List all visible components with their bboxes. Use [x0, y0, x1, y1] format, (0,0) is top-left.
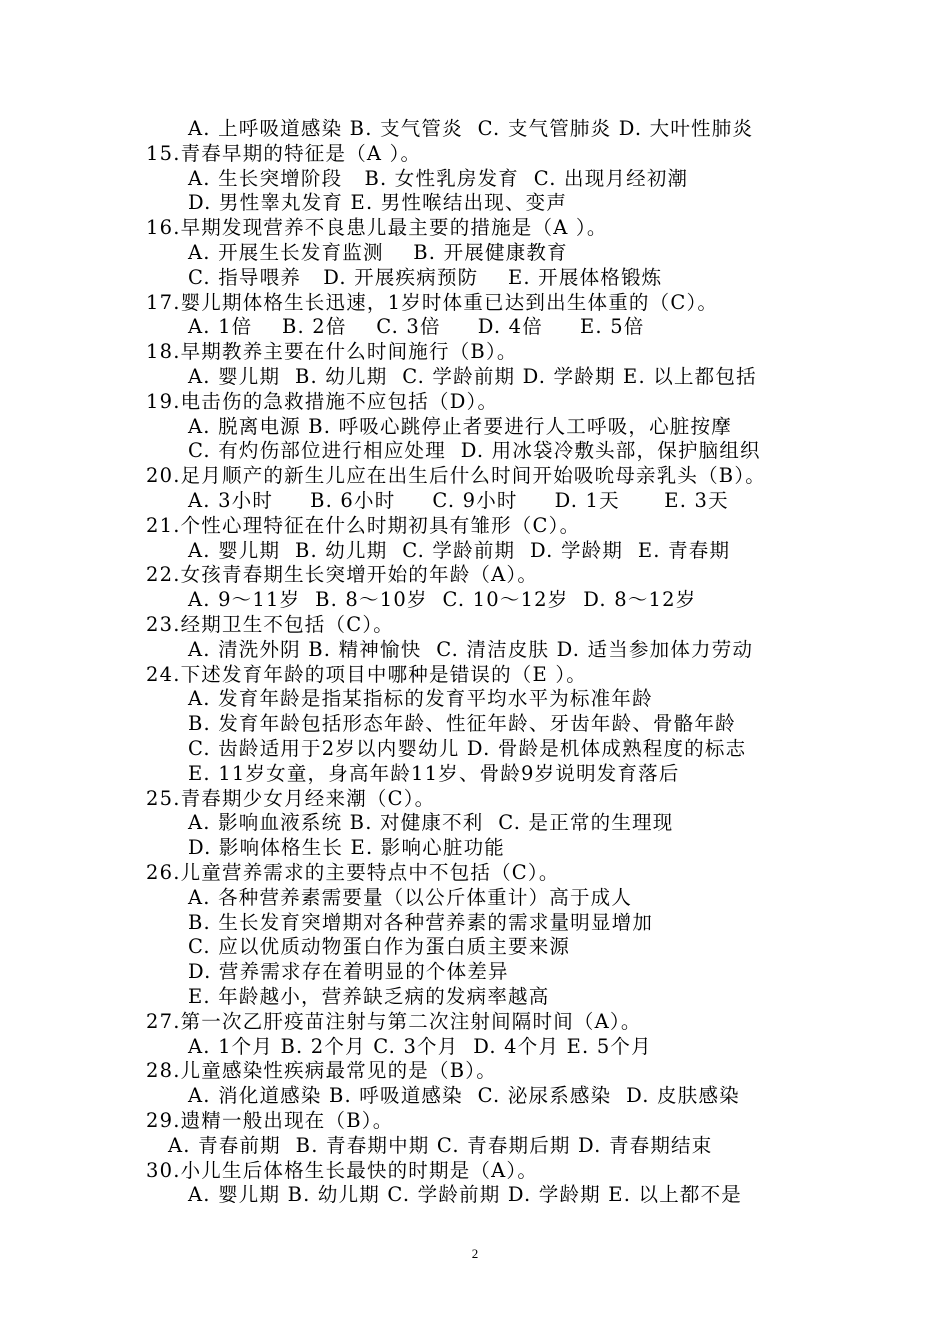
option-line: A. 婴儿期 B. 幼儿期 C. 学龄前期 D. 学龄期 E. 青春期 — [188, 538, 731, 562]
question-line: 20.足月顺产的新生儿应在出生后什么时间开始吸吮母亲乳头（B）。 — [146, 464, 766, 488]
option-line: C. 应以优质动物蛋白作为蛋白质主要来源 — [188, 935, 571, 959]
question-line: 15.青春早期的特征是（A ）。 — [146, 141, 422, 165]
question-line: 27.第一次乙肝疫苗注射与第二次注射间隔时间（A）。 — [146, 1009, 642, 1033]
question-line: 24.下述发育年龄的项目中哪种是错误的（E ）。 — [146, 662, 587, 686]
option-line: A. 3小时 B. 6小时 C. 9小时 D. 1天 E. 3天 — [188, 489, 729, 512]
question-line: 18.早期教养主要在什么时间施行（B）。 — [146, 340, 518, 364]
option-line: B. 生长发育突增期对各种营养素的需求量明显增加 — [188, 910, 654, 934]
question-line: 17.婴儿期体格生长迅速，1岁时体重已达到出生体重的（C）。 — [146, 290, 719, 314]
option-line: C. 齿龄适用于2岁以内婴幼儿 D. 骨龄是机体成熟程度的标志 — [188, 737, 747, 760]
option-line: D. 影响体格生长 E. 影响心脏功能 — [188, 836, 505, 860]
option-line: A. 消化道感染 B. 呼吸道感染 C. 泌尿系感染 D. 皮肤感染 — [188, 1084, 740, 1108]
option-line: A. 1倍 B. 2倍 C. 3倍 D. 4倍 E. 5倍 — [188, 315, 645, 339]
question-line: 19.电击伤的急救措施不应包括（D）。 — [146, 389, 499, 413]
option-line: E. 11岁女童，身高年龄11岁、骨龄9岁说明发育落后 — [188, 761, 680, 785]
question-line: 28.儿童感染性疾病最常见的是（B）。 — [146, 1059, 497, 1083]
option-line: A. 发育年龄是指某指标的发育平均水平为标准年龄 — [188, 687, 653, 711]
option-line: A. 9～11岁 B. 8～10岁 C. 10～12岁 D. 8～12岁 — [188, 588, 697, 612]
option-line: C. 有灼伤部位进行相应处理 D. 用冰袋冷敷头部，保护脑组织 — [188, 439, 761, 463]
option-line: E. 年龄越小，营养缺乏病的发病率越高 — [188, 985, 550, 1008]
question-line: 22.女孩青春期生长突增开始的年龄（A）。 — [146, 563, 539, 587]
option-line: A. 上呼吸道感染 B. 支气管炎 C. 支气管肺炎 D. 大叶性肺炎 — [188, 117, 754, 140]
option-line: A. 婴儿期 B. 幼儿期 C. 学龄前期 D. 学龄期 E. 以上都不是 — [188, 1183, 742, 1207]
option-line: D. 男性睾丸发育 E. 男性喉结出现、变声 — [188, 191, 568, 215]
question-line: 26.儿童营养需求的主要特点中不包括（C）。 — [146, 861, 560, 884]
page-number: 2 — [471, 1246, 479, 1261]
question-line: 29.遗精一般出现在（B）。 — [146, 1109, 394, 1132]
option-line: A. 影响血液系统 B. 对健康不利 C. 是正常的生理现 — [188, 811, 674, 835]
option-line: D. 营养需求存在着明显的个体差异 — [188, 960, 509, 984]
question-line: 30.小儿生后体格生长最快的时期是（A）。 — [146, 1158, 539, 1182]
question-line: 25.青春期少女月经来潮（C）。 — [146, 786, 436, 810]
option-line: A. 1个月 B. 2个月 C. 3个月 D. 4个月 E. 5个月 — [188, 1034, 652, 1058]
option-line: A. 生长突增阶段 B. 女性乳房发育 C. 出现月经初潮 — [188, 166, 689, 190]
question-line: 23.经期卫生不包括（C）。 — [146, 613, 394, 636]
option-line: A. 脱离电源 B. 呼吸心跳停止者要进行人工呼吸，心脏按摩 — [188, 414, 732, 438]
option-line: C. 指导喂养 D. 开展疾病预防 E. 开展体格锻炼 — [188, 265, 663, 289]
option-line: A. 清洗外阴 B. 精神愉快 C. 清洁皮肤 D. 适当参加体力劳动 — [188, 637, 754, 661]
option-line: A. 青春前期 B. 青春期中期 C. 青春期后期 D. 青春期结束 — [168, 1133, 713, 1157]
option-line: A. 开展生长发育监测 B. 开展健康教育 — [188, 241, 568, 264]
option-line: A. 婴儿期 B. 幼儿期 C. 学龄前期 D. 学龄期 E. 以上都包括 — [188, 365, 757, 388]
option-line: B. 发育年龄包括形态年龄、性征年龄、牙齿年龄、骨骼年龄 — [188, 712, 736, 736]
question-line: 16.早期发现营养不良患儿最主要的措施是（A ）。 — [146, 216, 608, 240]
question-line: 21.个性心理特征在什么时期初具有雏形（C）。 — [146, 513, 581, 537]
option-line: A. 各种营养素需要量（以公斤体重计）高于成人 — [188, 885, 633, 909]
